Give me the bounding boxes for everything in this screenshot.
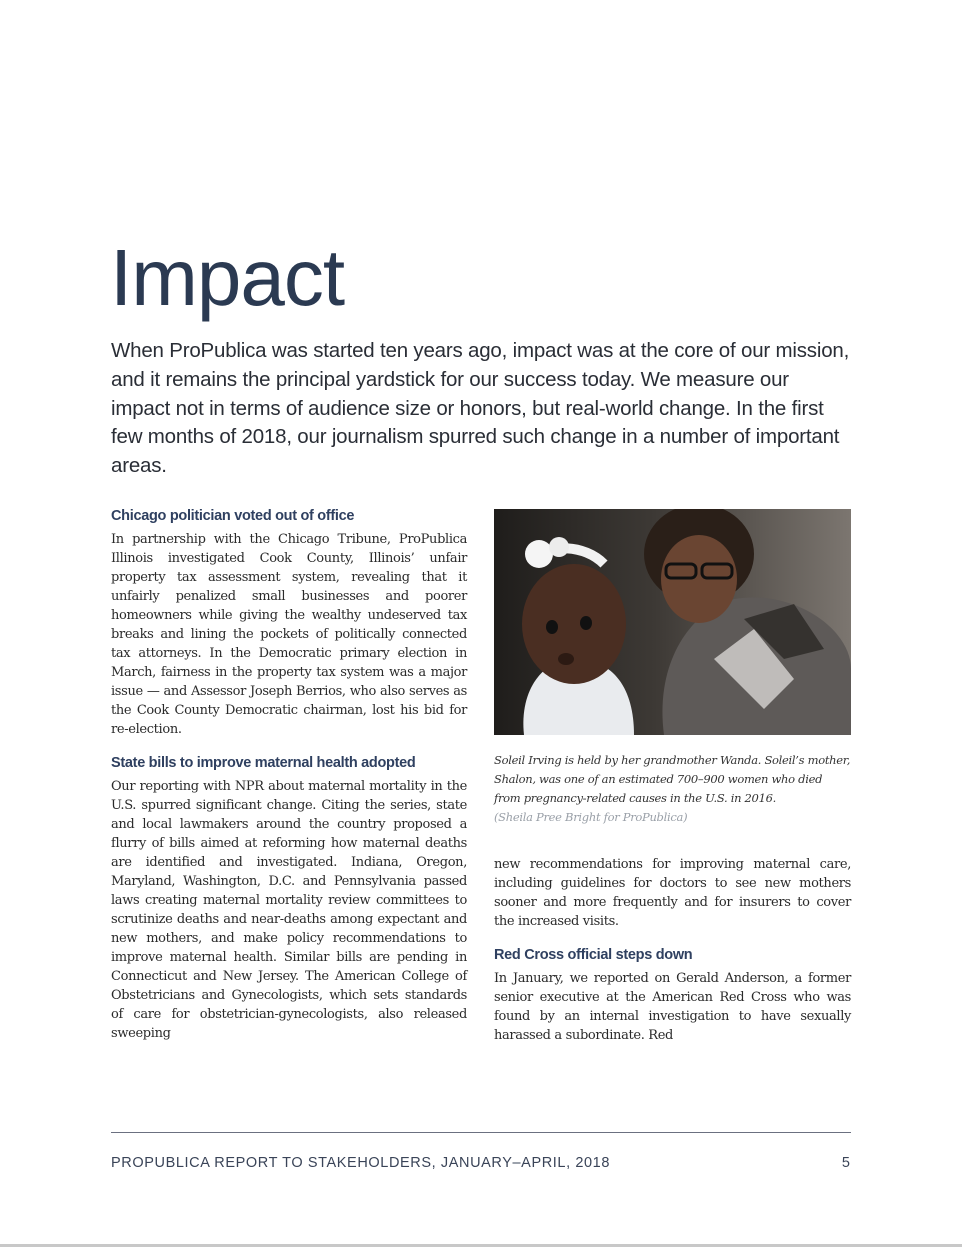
intro-paragraph: When ProPublica was started ten years ago, impact was at the core of our mission, and it remains the principal yardstick for our success today. We measure our impact not in terms of audience size or honors, but real-world change. In the first few months of 2018, our journalism spurred such change in a number of important areas. (111, 339, 850, 478)
page-number: 5 (841, 1155, 850, 1171)
article-photo (494, 509, 851, 735)
photo-caption (494, 751, 851, 827)
footer-rule (111, 1132, 851, 1133)
section-body-maternal-continued: new recommendations for improving maternal care, including guidelines for doctors to see new mothers sooner and more frequently and for insurers to cover the increased visits. (494, 857, 851, 929)
section-body-chicago: In partnership with the Chicago Tribune, ProPublica Illinois investigated Cook County, Illinois’ unfair property tax assessment system, revealing that it unfairly penalized small businesses and poorer homeowners while giving the wealthy undeserved tax breaks and lining the pockets of politically connected tax attorneys. In the Democratic primary election in March, fairness in the property tax system was a major issue — and Assessor Joseph Berrios, who also serves as the Cook County Democratic chairman, lost his bid for re-election. (111, 532, 467, 737)
section-heading-chicago: Chicago politician voted out of office (111, 508, 355, 524)
right-column (494, 509, 851, 1045)
page-title: Impact (110, 233, 345, 322)
photo-illustration (494, 509, 851, 735)
left-column (111, 506, 467, 1043)
footer-label: PROPUBLICA REPORT TO STAKEHOLDERS, JANUARY–APRIL, 2018 (111, 1155, 610, 1171)
section-body-maternal: Our reporting with NPR about maternal mortality in the U.S. spurred significant change. Citing the series, state and local lawmakers around the country proposed a flurry of bills aimed at reforming how maternal deaths are identified and investigated. Indiana, Oregon, Maryland, Washington, D.C. and Pennsylvania passed laws creating maternal mortality review committees to scrutinize deaths and near-deaths among expectant and new mothers, and make policy recommendations to improve maternal health. Similar bills are pending in Connecticut and New Jersey. The American College of Obstetricians and Gynecologists, which sets standards of care for obstetrician-gynecologists, also released sweeping (111, 779, 467, 1041)
section-body-redcross: In January, we reported on Gerald Anderson, a former senior executive at the American Red Cross who was found by an internal investigation to have sexually harassed a subordinate. Red (494, 971, 851, 1043)
section-heading-redcross: Red Cross official steps down (494, 947, 693, 963)
section-heading-maternal: State bills to improve maternal health adopted (111, 755, 416, 771)
photo-caption-text: Soleil Irving is held by her grandmother Wanda. Soleil’s mother, Shalon, was one of an estimated 700–900 women who died from pregnancy-related causes in the U.S. in 2016. (494, 753, 851, 805)
photo-credit: (Sheila Pree Bright for ProPublica) (494, 810, 688, 824)
